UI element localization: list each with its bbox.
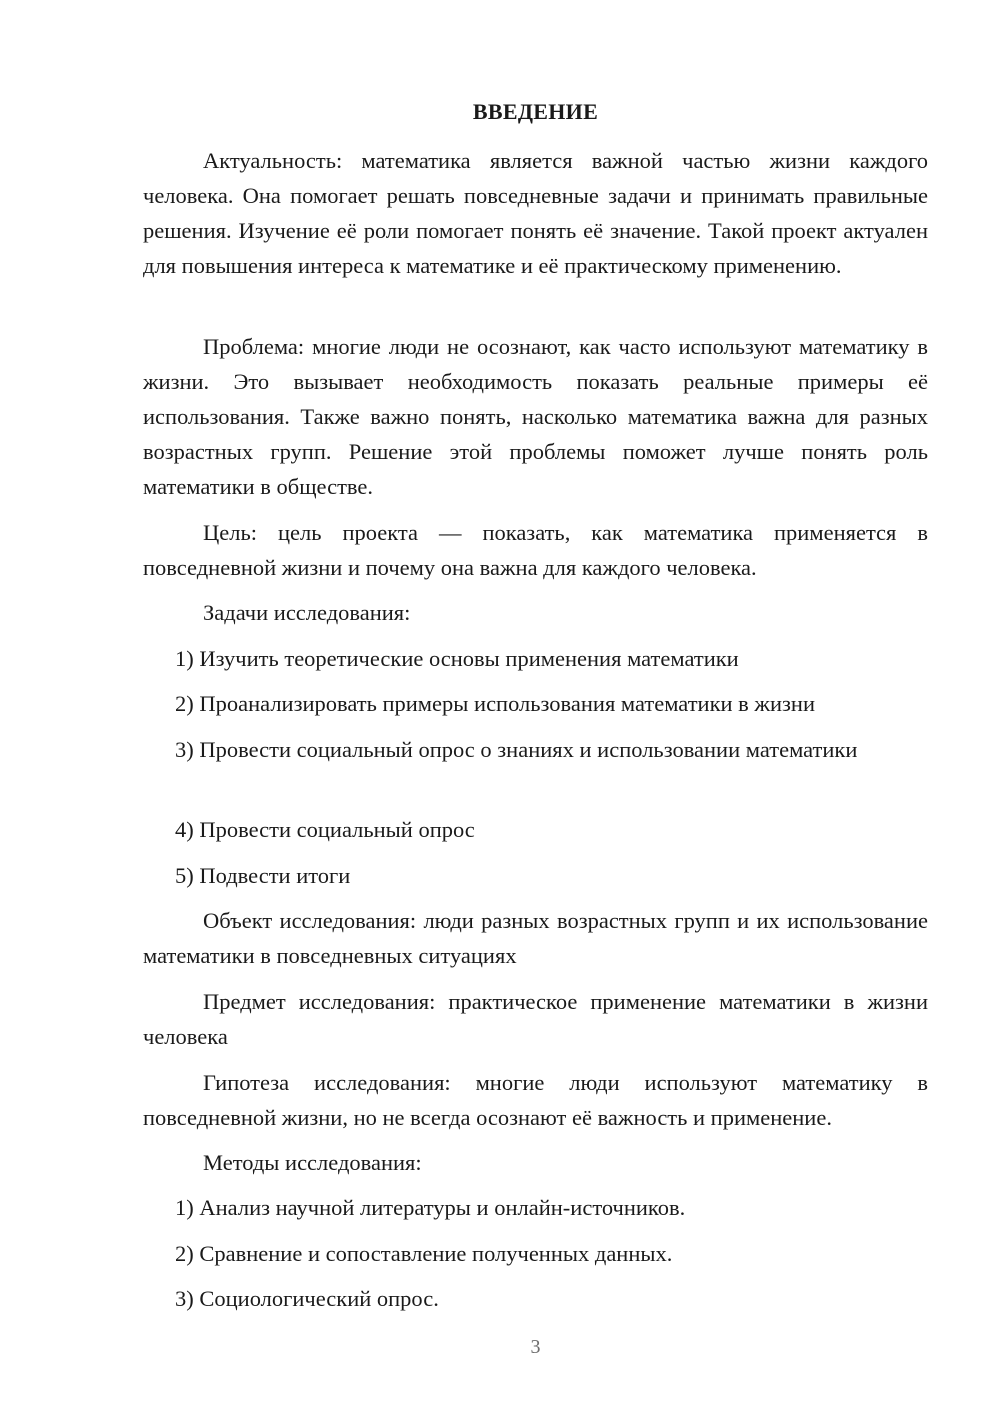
method-item: 3) Социологический опрос.	[175, 1286, 439, 1311]
task-item: 1) Изучить теоретические основы применения математики	[175, 646, 739, 671]
tasks-heading: Задачи исследования:	[203, 600, 411, 625]
page-number: 3	[530, 1336, 541, 1358]
subject-paragraph: Предмет исследования: практическое применение математики в жизни человека	[143, 989, 928, 1049]
task-item: 4) Провести социальный опрос	[175, 817, 475, 842]
method-item: 2) Сравнение и сопоставление полученных данных.	[175, 1241, 673, 1266]
task-item: 3) Провести социальный опрос о знаниях и использовании математики	[175, 737, 858, 762]
method-item: 1) Анализ научной литературы и онлайн-источников.	[175, 1195, 686, 1220]
goal-paragraph: Цель: цель проекта — показать, как математика применяется в повседневной жизни и почему она важна для каждого человека.	[143, 520, 928, 580]
relevance-paragraph: Актуальность: математика является важной частью жизни каждого человека. Она помогает решать повседневные задачи и принимать правильные решения. Изучение её роли помогает понять её значение. Такой проект актуален для повышения интереса к математике и её практическому применению.	[143, 148, 928, 278]
hypothesis-paragraph: Гипотеза исследования: многие люди используют математику в повседневной жизни, но не всегда осознают её важность и применение.	[143, 1070, 928, 1130]
methods-heading: Методы исследования:	[203, 1150, 422, 1175]
task-item: 5) Подвести итоги	[175, 863, 351, 888]
task-item: 2) Проанализировать примеры использования математики в жизни	[175, 691, 815, 716]
problem-paragraph: Проблема: многие люди не осознают, как часто используют математику в жизни. Это вызывает необходимость показать реальные примеры её использования. Также важно понять, насколько математика важна для разных возрастных групп. Решение этой проблемы поможет лучше понять роль математики в обществе.	[143, 334, 928, 499]
object-paragraph: Объект исследования: люди разных возрастных групп и их использование математики в повседневных ситуациях	[143, 908, 928, 968]
section-heading: ВВЕДЕНИЕ	[472, 99, 599, 124]
